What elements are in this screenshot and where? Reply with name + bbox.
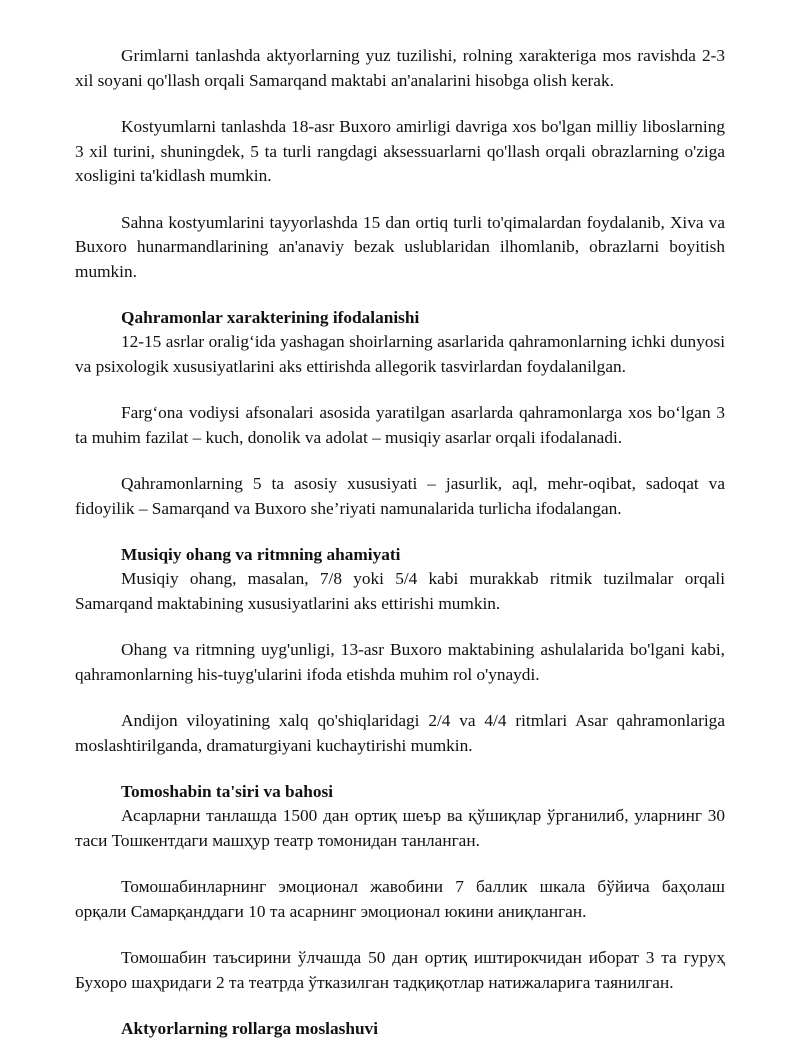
paragraph-harmony: Ohang va ritmning uyg'unligi, 13-asr Buxoro maktabining ashulalarida bo'lgani kabi, qahramonlarning his-tuyg'ularini ifoda etishda muhim rol o'ynaydi. <box>75 640 725 684</box>
section-heading-character-expression: Qahramonlar xarakterining ifodalanishi <box>121 308 420 327</box>
section-heading-audience-impact: Tomoshabin ta'siri va bahosi <box>121 782 334 801</box>
paragraph-emotional-response: Томошабинларнинг эмоционал жавобини 7 баллик шкала бўйича баҳолаш орқали Самарқанддаги 10 та асарнинг эмоционал юкини аниқланган. <box>75 877 725 921</box>
section-heading-music-rhythm: Musiqiy ohang va ritmning ahamiyati <box>121 545 401 564</box>
paragraph-works-selection: Асарларни танлашда 1500 дан ортиқ шеър ва қўшиқлар ўрганилиб, уларнинг 30 таси Тошкентдаги машҳур театр томонидан танланган. <box>75 806 725 850</box>
paragraph-fergana-legends: Farg‘ona vodiysi afsonalari asosida yaratilgan asarlarda qahramonlarga xos bo‘lgan 3 ta muhim fazilat – kuch, donolik va adolat – musiqiy asarlar orqali ifodalanadi. <box>75 403 725 447</box>
section-heading-actor-adaptation: Aktyorlarning rollarga moslashuvi <box>121 1019 378 1038</box>
paragraph-hero-traits: Qahramonlarning 5 ta asosiy xususiyati – jasurlik, aql, mehr-oqibat, sadoqat va fidoyilik – Samarqand va Buxoro she’riyati namunalarida turlicha ifodalangan. <box>75 474 725 518</box>
paragraph-makeup: Grimlarni tanlashda aktyorlarning yuz tuzilishi, rolning xarakteriga mos ravishda 2-3 xil soyani qo'llash orqali Samarqand maktabi an'analarini hisobga olish kerak. <box>75 46 725 90</box>
paragraph-complex-rhythms: Musiqiy ohang, masalan, 7/8 yoki 5/4 kabi murakkab ritmik tuzilmalar orqali Samarqand maktabining xususiyatlarini aks ettirishi mumkin. <box>75 569 725 613</box>
paragraph-andijan-songs: Andijon viloyatining xalq qo'shiqlaridagi 2/4 va 4/4 ritmlari Asar qahramonlariga moslashtirilganda, dramaturgiyani kuchaytirishi mumkin. <box>75 711 725 755</box>
paragraph-audience-measurement: Томошабин таъсирини ўлчашда 50 дан ортиқ иштирокчидан иборат 3 та гуруҳ Бухоро шаҳридаги 2 та театрда ўтказилган тадқиқотлар натижаларига таянилган. <box>75 948 725 992</box>
paragraph-costumes: Kostyumlarni tanlashda 18-asr Buxoro amirligi davriga xos bo'lgan milliy liboslarning 3 xil turini, shuningdek, 5 ta turli rangdagi aksessuarlarni qo'llash orqali obrazlarning o'ziga xosligini ta'kidlash mumkin. <box>75 117 725 185</box>
paragraph-stage-costumes: Sahna kostyumlarini tayyorlashda 15 dan ortiq turli to'qimalardan foydalanib, Xiva va Buxoro hunarmandlarining an'anaviy bezak uslublaridan ilhomlanib, obrazlarni boyitish mumkin. <box>75 212 725 281</box>
paragraph-poets: 12-15 asrlar oralig‘ida yashagan shoirlarning asarlarida qahramonlarning ichki dunyosi va psixologik xususiyatlarini aks ettirishda allegorik tasvirlardan foydalanilgan. <box>75 332 725 376</box>
